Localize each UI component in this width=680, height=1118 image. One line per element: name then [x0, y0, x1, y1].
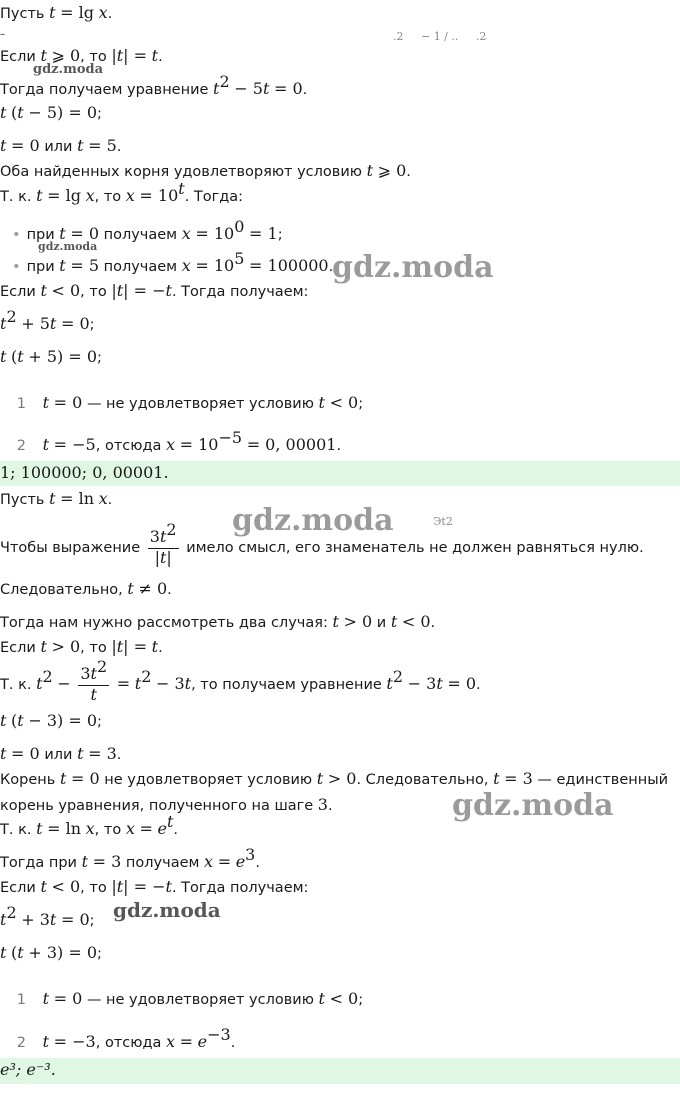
- text: , то: [94, 189, 122, 205]
- answer-block-1: [0, 461, 680, 486]
- text: . Следовательно,: [356, 772, 489, 788]
- watermark-logo: gdz.moda: [232, 503, 394, 538]
- line-if-t-gt-0: Если t > 0, то |t| = t.: [0, 637, 163, 656]
- text: Если: [0, 640, 36, 656]
- text: при: [26, 259, 55, 275]
- watermark-logo: gdz.moda: [38, 240, 98, 253]
- line-factor-3: t (t − 3) = 0;: [0, 711, 102, 730]
- list-item-t5: • при t = 5 получаем $x = 10^5 = 100000$.: [12, 249, 334, 275]
- text: , то: [80, 49, 107, 65]
- watermark-logo: gdz.moda: [113, 898, 221, 922]
- text: Тогда нам нужно рассмотреть два случая:: [0, 615, 328, 631]
- line-eq-t2+5t: $t^2 + 5t = 0$;: [0, 307, 95, 333]
- answer-text: e³; e⁻³.: [0, 1060, 56, 1079]
- cropped-formula-fragment: .2 − 1 / .. .2: [393, 30, 487, 43]
- text: Корень: [0, 772, 56, 788]
- list-item-1b: 1 t = 0 — не удовлетворяет условию t < 0;: [0, 989, 363, 1010]
- text: Т. к.: [0, 822, 32, 838]
- line-if-t-ge-0: Если t ⩾ 0, то |t| = t.: [0, 46, 163, 65]
- text: получаем: [103, 227, 178, 243]
- text: или: [44, 747, 73, 763]
- line-root-check: Корень t = 0 не удовлетворяет условию t > 0. Следовательно, t = 3 — единственный: [0, 769, 669, 788]
- text: не удовлетворяет условию: [104, 772, 313, 788]
- list-number: 2: [16, 438, 26, 454]
- dash-mark: –: [0, 29, 5, 40]
- text: Оба найденных корня удовлетворяют условию: [0, 164, 362, 180]
- text: , то получаем уравнение: [191, 677, 382, 693]
- line-eq-t2+3t: $t^2 + 3t = 0$;: [0, 903, 95, 929]
- text: Если: [0, 284, 36, 300]
- line-both-roots: Оба найденных корня удовлетворяют условию t ⩾ 0.: [0, 161, 411, 180]
- text: . Тогда получаем:: [171, 284, 309, 300]
- line-since-lg: Т. к. t = lg x, то $x = 10^t$. Тогда:: [0, 179, 244, 205]
- line-therefore-t-ne-0: Следовательно, t ≠ 0.: [0, 579, 172, 598]
- text: — не удовлетворяет условию: [86, 992, 314, 1008]
- text: или: [44, 139, 73, 155]
- line-root-step: корень уравнения, полученного на шаге 3.: [0, 795, 333, 814]
- text: , отсюда: [95, 438, 162, 454]
- text: . Тогда получаем:: [171, 880, 309, 896]
- line-if-t-lt-0: Если t < 0, то |t| = −t. Тогда получаем:: [0, 281, 309, 300]
- text: , то: [94, 822, 122, 838]
- text: Если: [0, 49, 36, 65]
- fraction: $\frac{3t^2}{t}$: [80, 657, 108, 704]
- line-eq-t2-5t: Тогда получаем уравнение $t^2 - 5t = 0$.: [0, 72, 308, 98]
- line-since-ln: Т. к. t = ln x, то $x = e^t$.: [0, 812, 178, 838]
- text: Тогда при: [0, 855, 77, 871]
- text: получаем: [125, 855, 200, 871]
- watermark-logo: gdz.moda: [452, 788, 614, 823]
- cropped-formula-fragment: Эt2: [433, 515, 453, 528]
- line-factor-1: t (t − 5) = 0;: [0, 103, 102, 122]
- list-item-1: 1 t = 0 — не удовлетворяет условию t < 0;: [0, 393, 363, 414]
- text: Чтобы выражение: [0, 540, 141, 556]
- bullet-icon: •: [12, 227, 21, 243]
- answer-block-2: [0, 1058, 680, 1084]
- list-number: 2: [16, 1035, 26, 1051]
- text: , то: [80, 640, 107, 656]
- text: имело смысл, его знаменатель не должен равняться нулю.: [186, 540, 644, 556]
- line-factor-4: t (t + 3) = 0;: [0, 943, 102, 962]
- bullet-icon: •: [12, 259, 21, 275]
- text: , то: [80, 284, 107, 300]
- line-let-ln: Пусть t = ln x.: [0, 489, 113, 508]
- text: Если: [0, 880, 36, 896]
- text: Следовательно,: [0, 582, 123, 598]
- text: Пусть: [0, 6, 45, 22]
- line-roots-1: t = 0 или t = 5.: [0, 136, 122, 155]
- line-then-at-3: Тогда при t = 3 получаем $x = e^3$.: [0, 845, 260, 871]
- fraction: $\frac{3t^2}{|t|}$: [149, 520, 177, 567]
- text: Пусть: [0, 492, 45, 508]
- watermark-logo: gdz.moda: [332, 250, 494, 285]
- text: и: [376, 615, 387, 631]
- list-item-2b: 2 t = −3, отсюда $x = e^{-3}$.: [0, 1032, 235, 1053]
- line-if-t-lt-0-2: Если t < 0, то |t| = −t. Тогда получаем:: [0, 877, 309, 896]
- watermark-logo: gdz.moda: [33, 62, 104, 77]
- list-number: 1: [16, 992, 26, 1008]
- line-two-cases: Тогда нам нужно рассмотреть два случая: t > 0 и t < 0.: [0, 612, 436, 631]
- text: , отсюда: [95, 1035, 162, 1051]
- list-item-2: 2 t = −5, отсюда $x = 10^{-5} = 0$, 00001.: [0, 435, 341, 456]
- answer-text: 1; 100000; 0, 00001.: [0, 463, 169, 482]
- text: , то: [80, 880, 107, 896]
- text: — единственный: [537, 772, 669, 788]
- text: корень уравнения, полученного на шаге: [0, 798, 314, 814]
- list-item-t0: • при t = 0 получаем $x = 10^0 = 1$;: [12, 217, 283, 243]
- text: Т. к.: [0, 677, 32, 693]
- list-number: 1: [16, 396, 26, 412]
- text: Тогда получаем уравнение: [0, 82, 209, 98]
- text: Т. к.: [0, 189, 32, 205]
- line-since-fraction: Т. к. $t^2$ − $\frac{3t^2}{t}$ = $t^2 - 3t$, то получаем уравнение $t^2 - 3t = 0$.: [0, 657, 481, 704]
- line-let-lg: Пусть t = lg x.: [0, 3, 113, 22]
- text: получаем: [103, 259, 178, 275]
- text: . Тогда:: [184, 189, 244, 205]
- line-roots-2: t = 0 или t = 3.: [0, 744, 122, 763]
- text: — не удовлетворяет условию: [86, 396, 314, 412]
- line-factor-2: t (t + 5) = 0;: [0, 347, 102, 366]
- text: при: [26, 227, 55, 243]
